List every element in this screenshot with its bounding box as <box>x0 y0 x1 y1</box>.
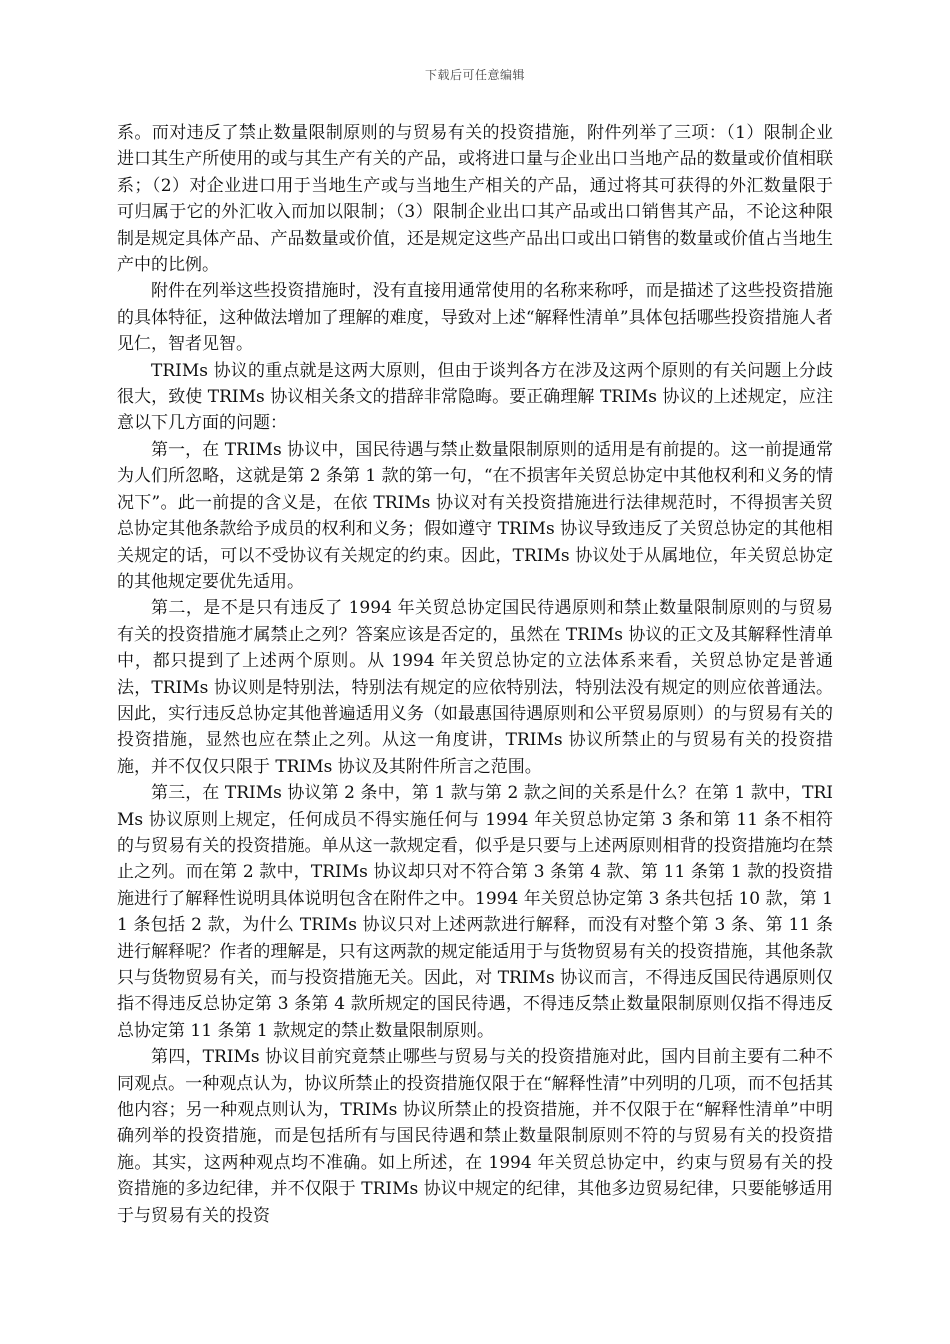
paragraph-1: 系。而对违反了禁止数量限制原则的与贸易有关的投资措施，附件列举了三项：（1）限制企业进口其生产所使用的或与其生产有关的产品，或将进口量与企业出口当地产品的数量或价值相联系；（2）对企业进口用于当地生产或与当地生产相关的产品，通过将其可获得的外汇数量限于可归属于它的外汇收入而加以限制；（3）限制企业出口其产品或出口销售其产品，不论这种限制是规定具体产品、产品数量或价值，还是规定这些产品出口或出口销售的数量或价值占当地生产中的比例。 <box>117 123 833 276</box>
paragraph-6: 第三，在 TRIMs 协议第 2 条中，第 1 款与第 2 款之间的关系是什么？在第 1 款中，TRIMs 协议原则上规定，任何成员不得实施任何与 1994 年关贸总协定第 3 条和第 11 条不相符的与贸易有关的投资措施。单从这一款规定看，似乎是只要与上述两原则相背的投资措施均在禁止之列。而在第 2 款中，TRIMs 协议却只对不符合第 3 条第 4 款、第 11 条第 1 款的投资措施进行了解释性说明具体说明包含在附件之中。1994 年关贸总协定第 3 条共包括 10 款，第 11 条包括 2 款，为什么 TRIMs 协议只对上述两款进行解释，而没有对整个第 3 条、第 11 条进行解释呢？作者的理解是，只有这两款的规定能适用于与货物贸易有关的投资措施，其他条款只与货物贸易有关，而与投资措施无关。因此，对 TRIMs 协议而言，不得违反国民待遇原则仅指不得违反总协定第 3 条第 4 款所规定的国民待遇，不得违反禁止数量限制原则仅指不得违反总协定第 11 条第 1 款规定的禁止数量限制原则。 <box>117 783 833 1041</box>
document-body <box>117 120 833 1229</box>
paragraph-3: TRIMs 协议的重点就是这两大原则，但由于谈判各方在涉及这两个原则的有关问题上分歧很大，致使 TRIMs 协议相关条文的措辞非常隐晦。要正确理解 TRIMs 协议的上述规定，应注意以下几方面的问题： <box>117 360 833 434</box>
paragraph-4: 第一，在 TRIMs 协议中，国民待遇与禁止数量限制原则的适用是有前提的。这一前提通常为人们所忽略，这就是第 2 条第 1 款的第一句，“在不损害年关贸总协定中其他权利和义务的情况下”。此一前提的含义是，在依 TRIMs 协议对有关投资措施进行法律规范时，不得损害关贸总协定其他条款给予成员的权利和义务；假如遵守 TRIMs 协议导致违反了关贸总协定的其他相关规定的话，可以不受协议有关规定的约束。因此，TRIMs 协议处于从属地位，年关贸总协定的其他规定要优先适用。 <box>117 439 833 592</box>
paragraph-2: 附件在列举这些投资措施时，没有直接用通常使用的名称来称呼，而是描述了这些投资措施的具体特征，这种做法增加了理解的难度，导致对上述“解释性清单”具体包括哪些投资措施人者见仁，智者见智。 <box>117 281 833 355</box>
paragraph-5: 第二，是不是只有违反了 1994 年关贸总协定国民待遇原则和禁止数量限制原则的与贸易有关的投资措施才属禁止之列？答案应该是否定的，虽然在 TRIMs 协议的正文及其解释性清单中，都只提到了上述两个原则。从 1994 年关贸总协定的立法体系来看，关贸总协定是普通法，TRIMs 协议则是特别法，特别法有规定的应依特别法，特别法没有规定的则应依普通法。因此，实行违反总协定其他普遍适用义务（如最惠国待遇原则和公平贸易原则）的与贸易有关的投资措施，显然也应在禁止之列。从这一角度讲，TRIMs 协议所禁止的与贸易有关的投资措施，并不仅仅只限于 TRIMs 协议及其附件所言之范围。 <box>117 598 833 777</box>
page-header-note: 下载后可任意编辑 <box>424 68 525 82</box>
paragraph-7: 第四，TRIMs 协议目前究竟禁止哪些与贸易与关的投资措施对此，国内目前主要有二种不同观点。一种观点认为，协议所禁止的投资措施仅限于在“解释性清”中列明的几项，而不包括其他内容；另一种观点则认为，TRIMs 协议所禁止的投资措施，并不仅限于在“解释性清单”中明确列举的投资措施，而是包括所有与国民待遇和禁止数量限制原则不符的与贸易有关的投资措施。其实，这两种观点均不准确。如上所述，在 1994 年关贸总协定中，约束与贸易有关的投资措施的多边纪律，并不仅限于 TRIMs 协议中规定的纪律，其他多边贸易纪律，只要能够适用于与贸易有关的投资 <box>117 1047 833 1226</box>
